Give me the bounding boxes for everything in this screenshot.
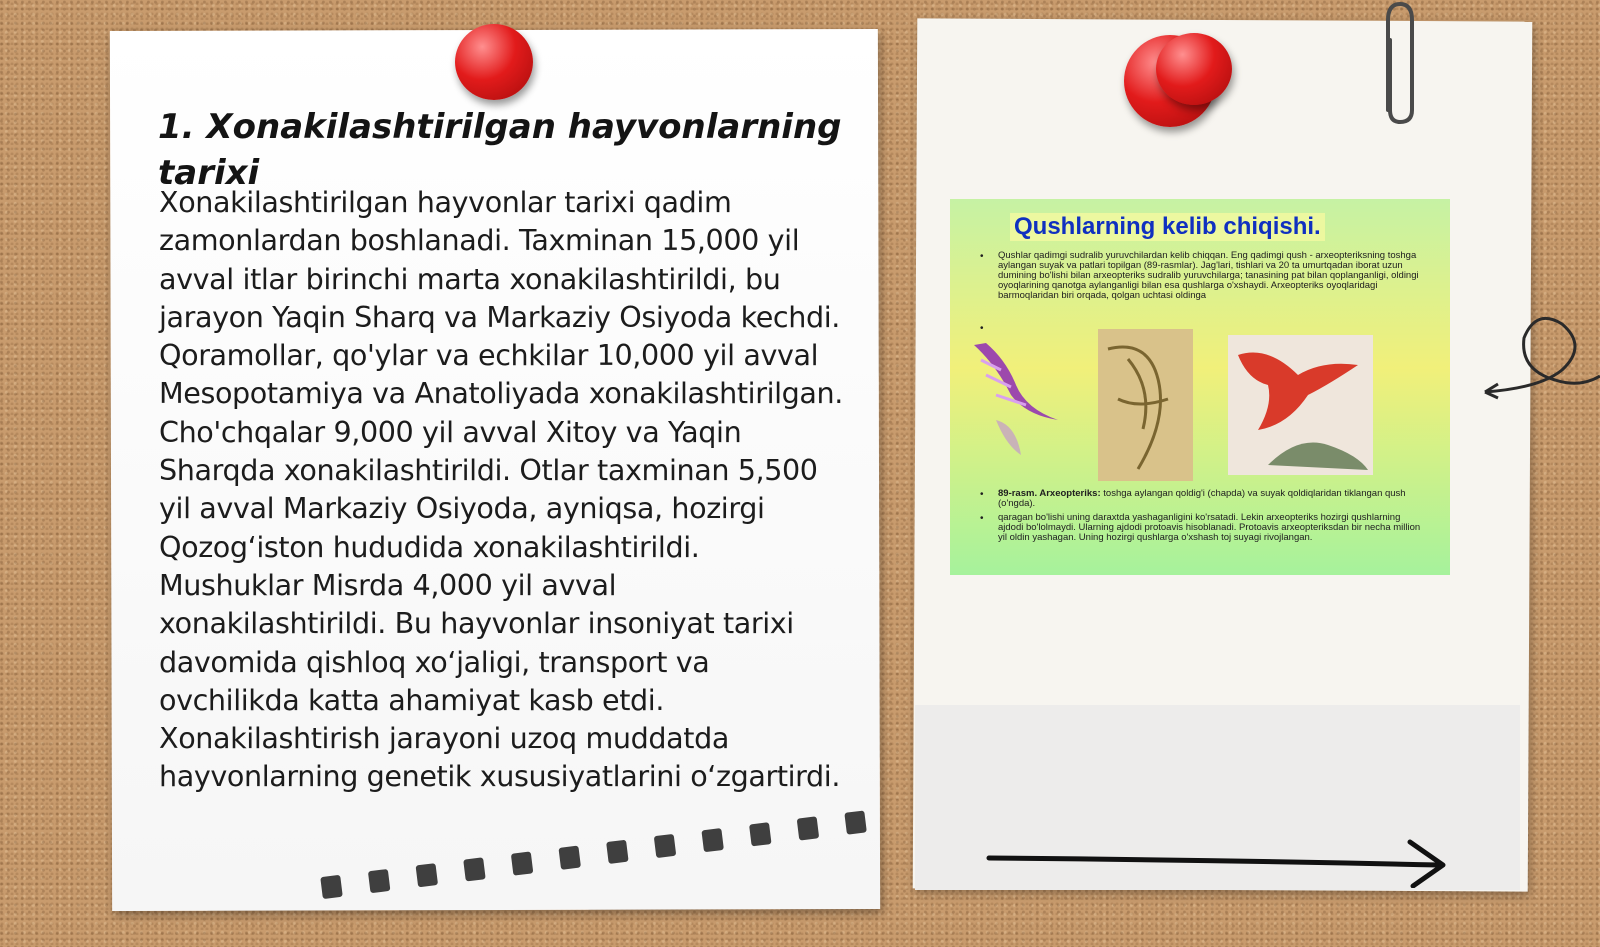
push-pin-icon	[455, 24, 533, 100]
loop-arrow-icon	[1480, 310, 1600, 410]
fossil-outline-illustration	[966, 335, 1066, 465]
push-pin-icon	[1156, 33, 1232, 105]
right-arrow-icon	[985, 838, 1450, 888]
slide-body-text: Xonakilashtirilgan hayvonlar tarixi qadim zamonlardan boshlanadi. Taxminan 15,000 yil avval itlar birinchi marta xonakilashtirildi, bu jarayon Yaqin Sharq va Markaziy Osiyoda kechdi. Qoramollar, qo'ylar va echkilar 10,000 yil avval Mesopotamiya va Anatoliyada xonakilashtirilgan. Cho'chqalar 9,000 yil avval Xitoy va Yaqin Sharqda xonakilashtirildi. Otlar taxminan 5,500 yil avval Markaziy Osiyoda, ayniqsa, hozirgi Qozog‘iston hududida xonakilashtirildi. Mushuklar Misrda 4,000 yil avval xonakilashtirildi. Bu hayvonlar insoniyat tarixi davomida qishloq xo‘jaligi, transport va ovchilikda katta ahamiyat kasb etdi. Xonakilashtirish jarayoni uzoq muddatda hayvonlarning genetik xususiyatlarini o‘zgartirdi.	[159, 185, 843, 794]
slide-title: 1. Xonakilashtirilgan hayvonlarning tarixi	[158, 107, 842, 193]
figure-caption-text: toshga aylangan qoldig'i (chapda) va suyak qoldiqlaridan tiklangan qush (o'ngda).	[998, 488, 1406, 509]
bullet-marker: •	[980, 513, 984, 524]
paper-clip-icon	[1378, 0, 1418, 125]
fossil-slab-illustration	[1098, 329, 1193, 481]
bullet-marker: •	[980, 251, 984, 262]
reconstructed-bird-illustration	[1228, 335, 1373, 475]
figure-title: Qushlarning kelib chiqishi.	[1010, 213, 1325, 241]
figure-slide-image	[950, 199, 1450, 575]
bullet-marker: •	[980, 489, 984, 500]
bullet-marker: •	[980, 323, 984, 334]
figure-caption-label: 89-rasm. Arxeopteriks:	[998, 488, 1101, 499]
figure-paragraph-2: qaragan bo'lishi uning daraxtda yashaganligini ko'rsatadi. Lekin arxeopteriks hozirgi qushlarning ajdodi bo'lolmaydi. Ularning ajdodi protoavis hisoblanadi. Protoavis arxeopteriksdan bir necha million yil oldin yashagan. Uning hozirgi qushlarga o'xshash toj suyagi rivojlangan.	[998, 512, 1421, 543]
figure-caption	[998, 489, 1428, 509]
figure-paragraph-1: Qushlar qadimgi sudralib yuruvchilardan kelib chiqqan. Eng qadimgi qush - arxeopteriksning toshga aylangan suyak va patlari topilgan (89-rasmlar). Jag'lari, tishlari va 20 ta umurtqadan iborat uzun dumining bo'lishi bilan arxeopteriks sudralib yuruvchilarga; tanasining pat bilan qoplanganligi, oldingi oyoqlarining qanotga aylanganligi bilan esa qushlarga o'xshaydi. Arxeopteriks oyoqlaridagi barmoqlaridan biri orqada, qolgan uchtasi oldinga	[998, 250, 1419, 301]
